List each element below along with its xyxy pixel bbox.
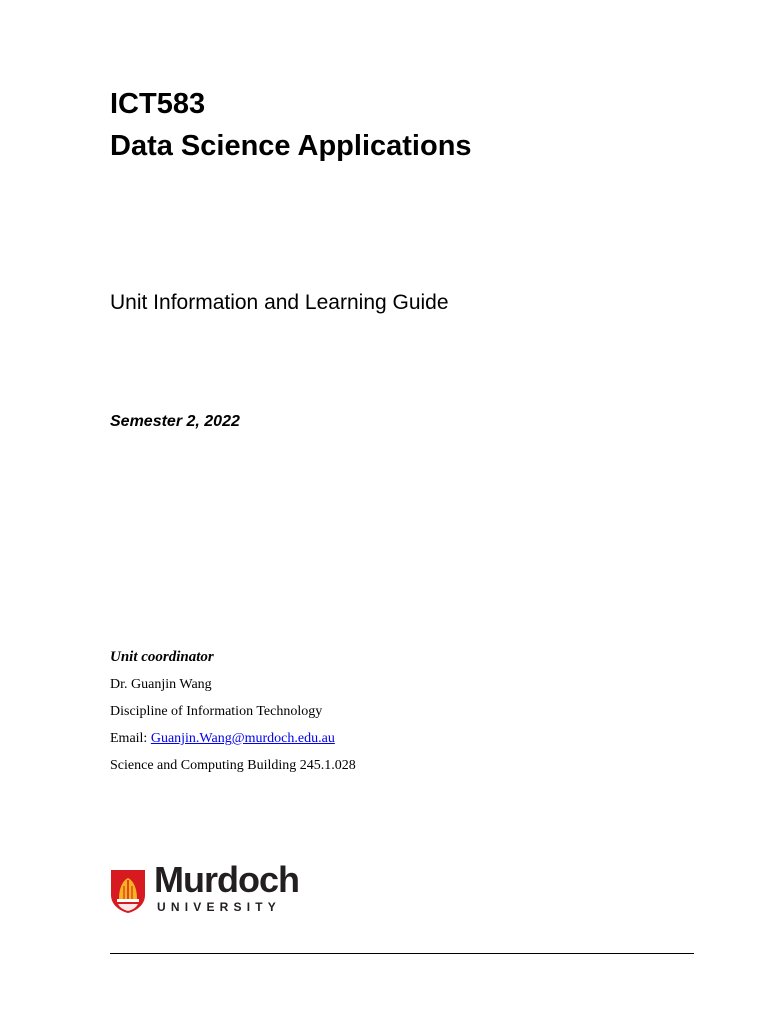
coordinator-name: Dr. Guanjin Wang: [110, 677, 212, 692]
coordinator-discipline: Discipline of Information Technology: [110, 704, 323, 719]
logo-wordmark: Murdoch: [154, 859, 299, 900]
email-label: Email:: [110, 731, 151, 746]
footer-divider: [110, 953, 694, 954]
unit-code: ICT583: [110, 88, 206, 120]
document-subtitle: Unit Information and Learning Guide: [110, 291, 449, 314]
murdoch-logo: [110, 859, 310, 916]
coordinator-heading: Unit coordinator: [110, 649, 214, 665]
email-link[interactable]: Guanjin.Wang@murdoch.edu.au: [150, 731, 335, 746]
coordinator-location: Science and Computing Building 245.1.028: [110, 758, 356, 773]
murdoch-crest-icon: [110, 868, 146, 914]
logo-subtitle: UNIVERSITY: [157, 900, 282, 914]
coordinator-email-line: [110, 729, 335, 749]
semester-label: Semester 2, 2022: [110, 413, 240, 430]
unit-title: Data Science Applications: [110, 130, 472, 162]
